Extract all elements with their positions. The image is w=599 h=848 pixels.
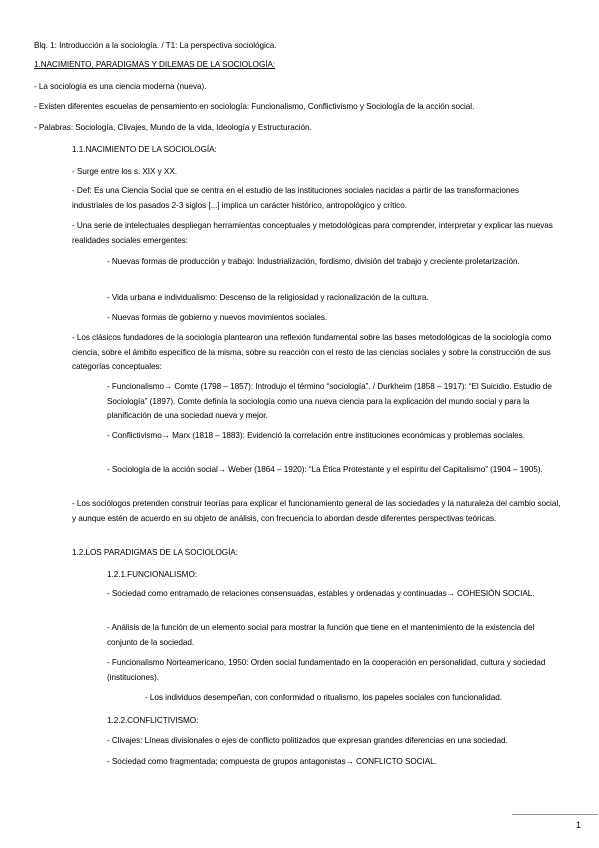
founder-item: - Conflictivismo→ Marx (1818 – 1883): Evidenció la correlación entre instituciones económicas y problemas sociales. bbox=[107, 431, 525, 440]
sub-item: - Nuevas formas de producción y trabajo: Industrialización, fordismo, división del trabajo y creciente proletarización. bbox=[107, 257, 520, 266]
page-number: 1 bbox=[576, 820, 582, 830]
footer-divider bbox=[512, 814, 598, 815]
paragraph: - Los sociólogos pretenden construir teorías para explicar el funcionamiento general de las sociedades y la naturaleza del cambio social, y aunque estén de acuerdo en su objeto de análisis, con frecuencia lo abordan desde diferentes perspectivas teóricas. bbox=[72, 499, 561, 523]
document-title: Blq. 1: Introducción a la sociología. / T1: La perspectiva sociológica. bbox=[34, 41, 277, 50]
paragraph: - Sociedad como fragmentada; compuesta de grupos antagonistas→ CONFLICTO SOCIAL. bbox=[107, 757, 437, 766]
paragraph: - Una serie de intelectuales despliegan herramientas conceptuales y metodológicas para comprender, interpretar y explicar las nuevas realidades sociales emergentes: bbox=[72, 221, 553, 245]
section-1-heading: 1.NACIMIENTO, PARADIGMAS Y DILEMAS DE LA SOCIOLOGÍA: bbox=[34, 60, 276, 69]
sub-item: - Nuevas formas de gobierno y nuevos movimientos sociales. bbox=[107, 313, 328, 322]
founder-item: - Funcionalismo→ Comte (1798 – 1857): Introdujo el término “sociología”. / Durkheim (1858 – 1917): “El Suicidio. Estudio de Sociología” (1897). Comte definía la sociología como una nueva ciencia para la explicación del mundo social y para la planificación de una sociedad nueva y mejor. bbox=[107, 382, 552, 420]
paragraph: - Sociedad como entramado de relaciones consensuadas, estables y ordenadas y continuadas→ COHESIÓN SOCIAL. bbox=[107, 589, 535, 598]
paragraph: - Def: Es una Ciencia Social que se centra en el estudio de las instituciones sociales nacidas a partir de las transformaciones industriales de los pasados 2-3 siglos [...] implica un carácter histórico, antropológico y crítico. bbox=[72, 186, 519, 210]
paragraph: - Los individuos desempeñan, con conformidad o ritualismo, los papeles sociales con funcionalidad. bbox=[145, 693, 502, 702]
founder-item: - Sociología de la acción social→ Weber (1864 – 1920): “La Ética Protestante y el espíritu del Capitalismo” (1904 – 1905). bbox=[107, 465, 543, 474]
paragraph: - Análisis de la función de un elemento social para mostrar la función que tiene en el mantenimiento de la existencia del conjunto de la sociedad. bbox=[107, 623, 535, 647]
section-1-2-2-heading: 1.2.2.CONFLICTIVISMO: bbox=[107, 716, 199, 725]
paragraph: - Clivajes: Líneas divisionales o ejes de conflicto politizados que expresan grandes diferencias en una sociedad. bbox=[107, 736, 508, 745]
section-1-1-heading: 1.1.NACIMIENTO DE LA SOCIOLOGÍA: bbox=[72, 145, 217, 154]
sub-item: - Vida urbana e individualismo: Descenso de la religiosidad y racionalización de la cultura. bbox=[107, 293, 429, 302]
section-1-2-1-heading: 1.2.1.FUNCIONALISMO: bbox=[107, 570, 197, 579]
paragraph: - Surge entre los s. XIX y XX. bbox=[72, 167, 177, 176]
paragraph: - Los clásicos fundadores de la sociología plantearon una reflexión fundamental sobre las bases metodológicas de la sociología como ciencia, sobre el ámbito específico de la misma, sobre su reacción con el resto de las ciencias sociales y sobre la construcción de sus categorías conceptuales: bbox=[72, 333, 552, 371]
section-1-bullet: - Existen diferentes escuelas de pensamiento en sociología: Funcionalismo, Conflictivismo y Sociología de la acción social. bbox=[34, 102, 475, 111]
section-1-bullet: - Palabras: Sociología, Clivajes, Mundo de la vida, Ideología y Estructuración. bbox=[34, 123, 312, 132]
section-1-2-heading: 1.2.LOS PARADIGMAS DE LA SOCIOLOGÍA: bbox=[72, 548, 238, 557]
section-1-bullet: - La sociología es una ciencia moderna (nueva). bbox=[34, 82, 207, 91]
paragraph: - Funcionalismo Norteamericano, 1950: Orden social fundamentado en la cooperación en personalidad, cultura y sociedad (instituciones). bbox=[107, 658, 546, 682]
